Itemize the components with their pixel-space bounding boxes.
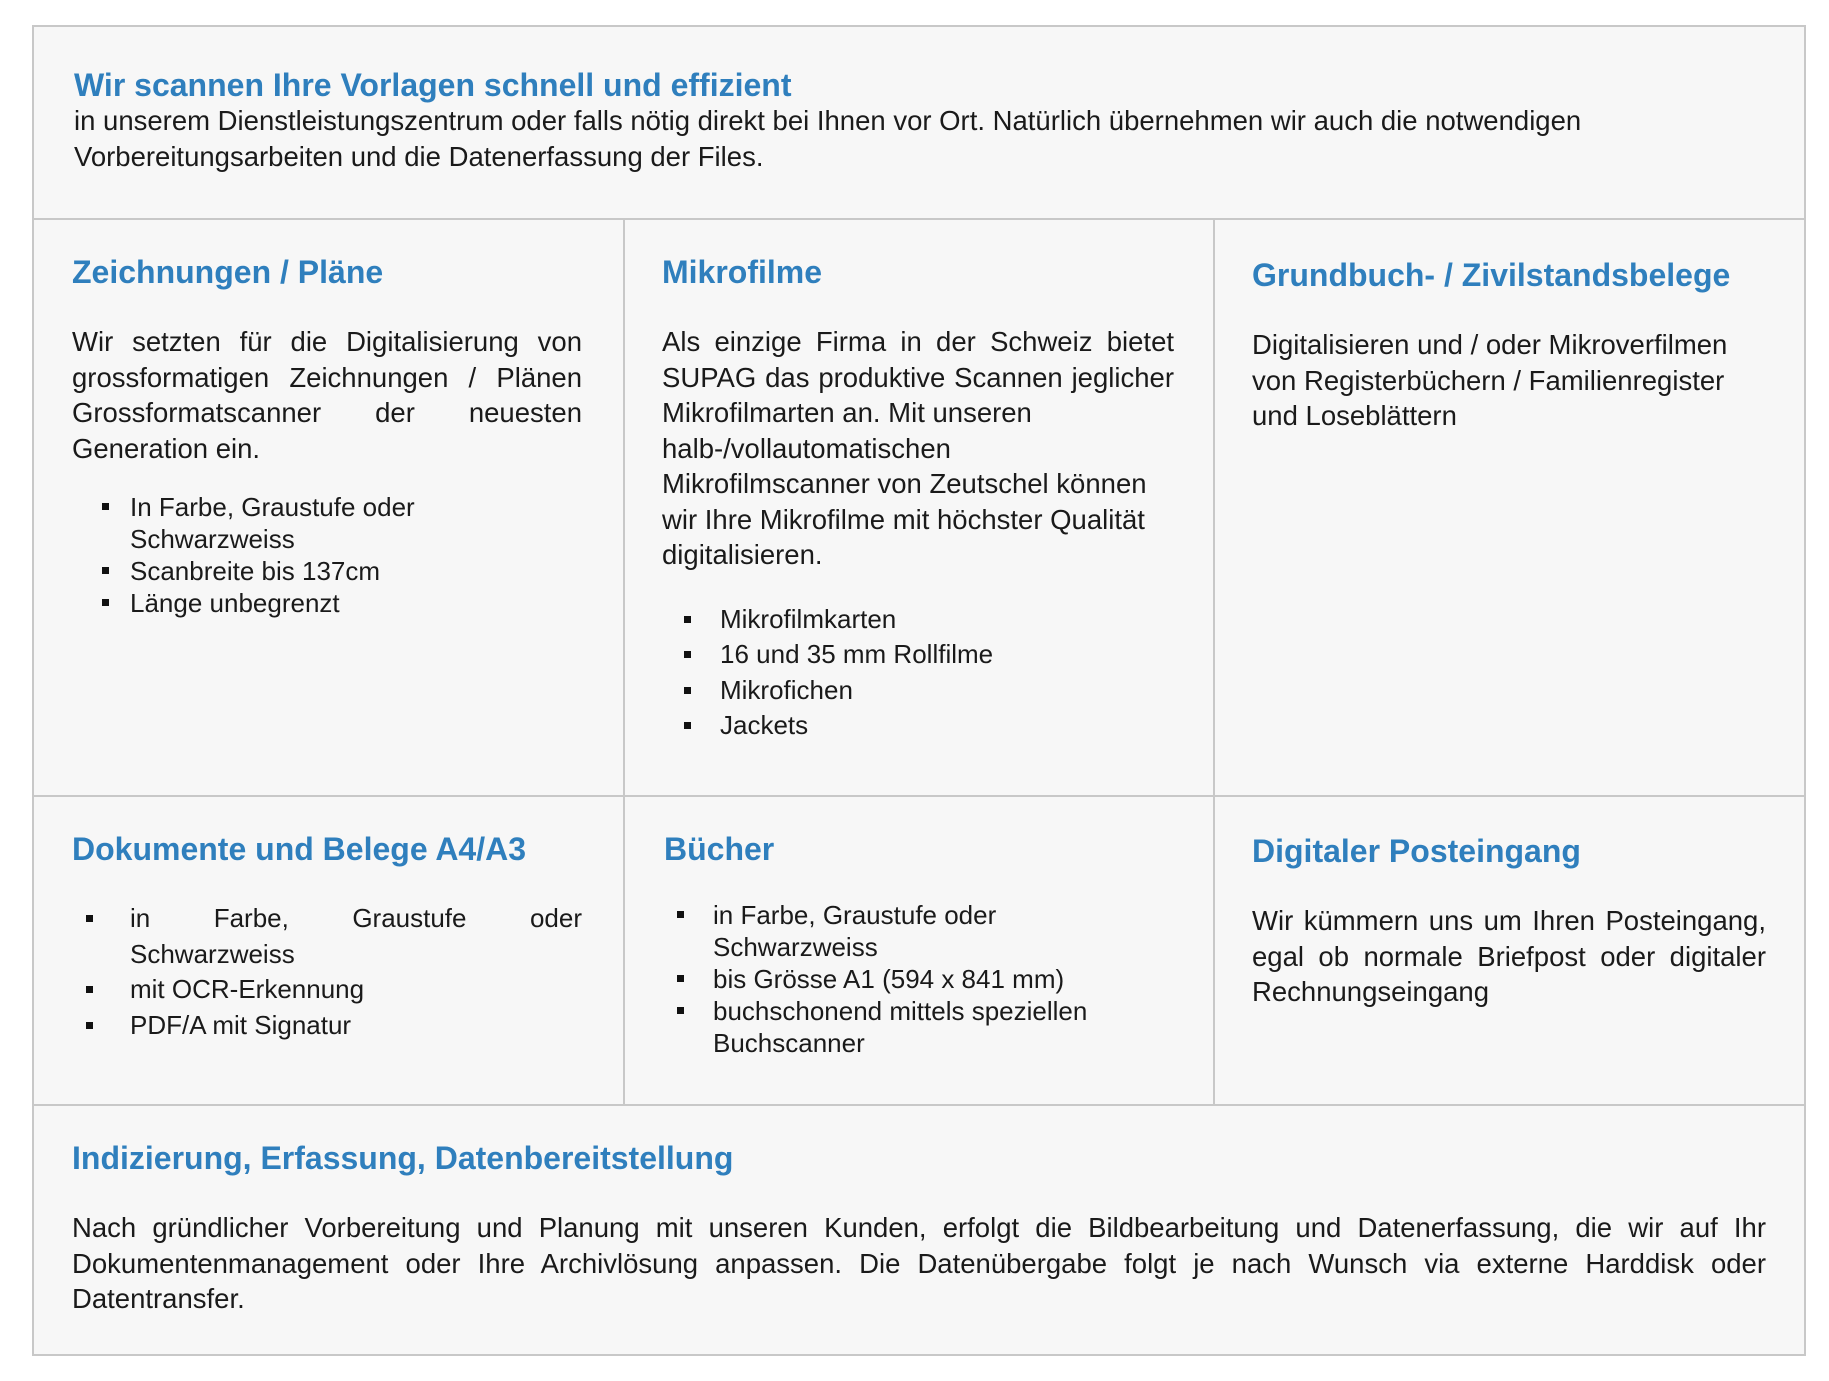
- microfilm-list: [662, 602, 1174, 744]
- drawings-list: [72, 491, 582, 619]
- bullet-square-icon: [102, 567, 109, 574]
- drawings-text: Wir setzten für die Digitalisierung von grossformatigen Zeichnungen / Plänen Grossformatscanner der neuesten Generation ein.: [72, 326, 582, 464]
- microfilm-text-continued: halb-/vollautomatischen Mikrofilmscanner von Zeutschel können wir Ihre Mikrofilme mit höchster Qualität digitalisieren.: [662, 432, 1147, 570]
- cell-documents: [72, 829, 582, 1043]
- footer-section: [72, 1138, 1766, 1317]
- list-item: Jackets: [720, 708, 1174, 744]
- list-item: in Farbe, Graustufe oder Schwarzweiss: [713, 899, 1133, 963]
- documents-title: Dokumente und Belege A4/A3: [72, 831, 527, 867]
- bullet-square-icon: [86, 986, 93, 993]
- bullet-square-icon: [86, 1022, 93, 1029]
- footer-title: Indizierung, Erfassung, Datenbereitstellung: [72, 1140, 734, 1176]
- list-item: Scanbreite bis 137cm: [130, 555, 582, 587]
- bullet-square-icon: [677, 975, 684, 982]
- registry-title: Grundbuch- / Zivilstandsbelege: [1252, 257, 1731, 293]
- inbox-text: Wir kümmern uns um Ihren Posteingang, egal ob normale Briefpost oder digitaler Rechnungseingang: [1252, 905, 1766, 1007]
- bullet-square-icon: [684, 616, 691, 623]
- bullet-square-icon: [102, 503, 109, 510]
- inbox-title: Digitaler Posteingang: [1252, 833, 1581, 869]
- cell-microfilm: [662, 252, 1174, 744]
- list-item: Mikrofilmkarten: [720, 602, 1174, 638]
- bullet-square-icon: [684, 687, 691, 694]
- microfilm-text: Als einzige Firma in der Schweiz bietet SUPAG das produktive Scannen jeglicher Mikrofilmarten an. Mit unseren: [662, 326, 1174, 428]
- books-list: [664, 899, 1174, 1059]
- intro-text: in unserem Dienstleistungszentrum oder falls nötig direkt bei Ihnen vor Ort. Natürlich übernehmen wir auch die notwendigen Vorbereitungsarbeiten und die Datenerfassung der Files.: [74, 105, 1582, 172]
- drawings-title: Zeichnungen / Pläne: [72, 254, 384, 290]
- list-item: bis Grösse A1 (594 x 841 mm): [713, 963, 1174, 995]
- bullet-square-icon: [86, 915, 93, 922]
- cell-registry: [1252, 255, 1772, 434]
- bullet-square-icon: [677, 1007, 684, 1014]
- intro-section: [74, 65, 1766, 174]
- divider-col2: [1213, 218, 1215, 1106]
- list-item: mit OCR-Erkennung: [130, 972, 582, 1008]
- divider-row1: [34, 795, 1804, 797]
- cell-books: [664, 829, 1174, 1059]
- bullet-square-icon: [684, 722, 691, 729]
- divider-row2: [34, 1104, 1804, 1106]
- books-title: Bücher: [664, 831, 775, 867]
- list-item: PDF/A mit Signatur: [130, 1008, 582, 1044]
- microfilm-title: Mikrofilme: [662, 254, 823, 290]
- bullet-square-icon: [677, 911, 684, 918]
- divider-col1: [623, 218, 625, 1106]
- document-frame: [32, 25, 1806, 1356]
- list-item: buchschonend mittels speziellen Buchscanner: [713, 995, 1133, 1059]
- list-item: 16 und 35 mm Rollfilme: [720, 637, 1174, 673]
- bullet-square-icon: [102, 599, 109, 606]
- list-item: Länge unbegrenzt: [130, 587, 582, 619]
- footer-text: Nach gründlicher Vorbereitung und Planung mit unseren Kunden, erfolgt die Bildbearbeitung und Datenerfassung, die wir auf Ihr Dokumentenmanagement oder Ihre Archivlösung anpassen. Die Datenübergabe folgt je nach Wunsch via externe Harddisk oder Datentransfer.: [72, 1212, 1766, 1314]
- cell-inbox: [1252, 831, 1766, 1010]
- cell-drawings: [72, 252, 582, 619]
- divider-intro: [34, 218, 1804, 220]
- list-item: In Farbe, Graustufe oder Schwarzweiss: [130, 491, 582, 555]
- list-item: in Farbe, Graustufe oder Schwarzweiss: [130, 901, 582, 972]
- list-item: Mikrofichen: [720, 673, 1174, 709]
- bullet-square-icon: [684, 651, 691, 658]
- registry-text: Digitalisieren und / oder Mikroverfilmen von Registerbüchern / Familienregister und Loseblättern: [1252, 329, 1728, 431]
- documents-list: [72, 901, 582, 1043]
- intro-title: Wir scannen Ihre Vorlagen schnell und effizient: [74, 67, 792, 103]
